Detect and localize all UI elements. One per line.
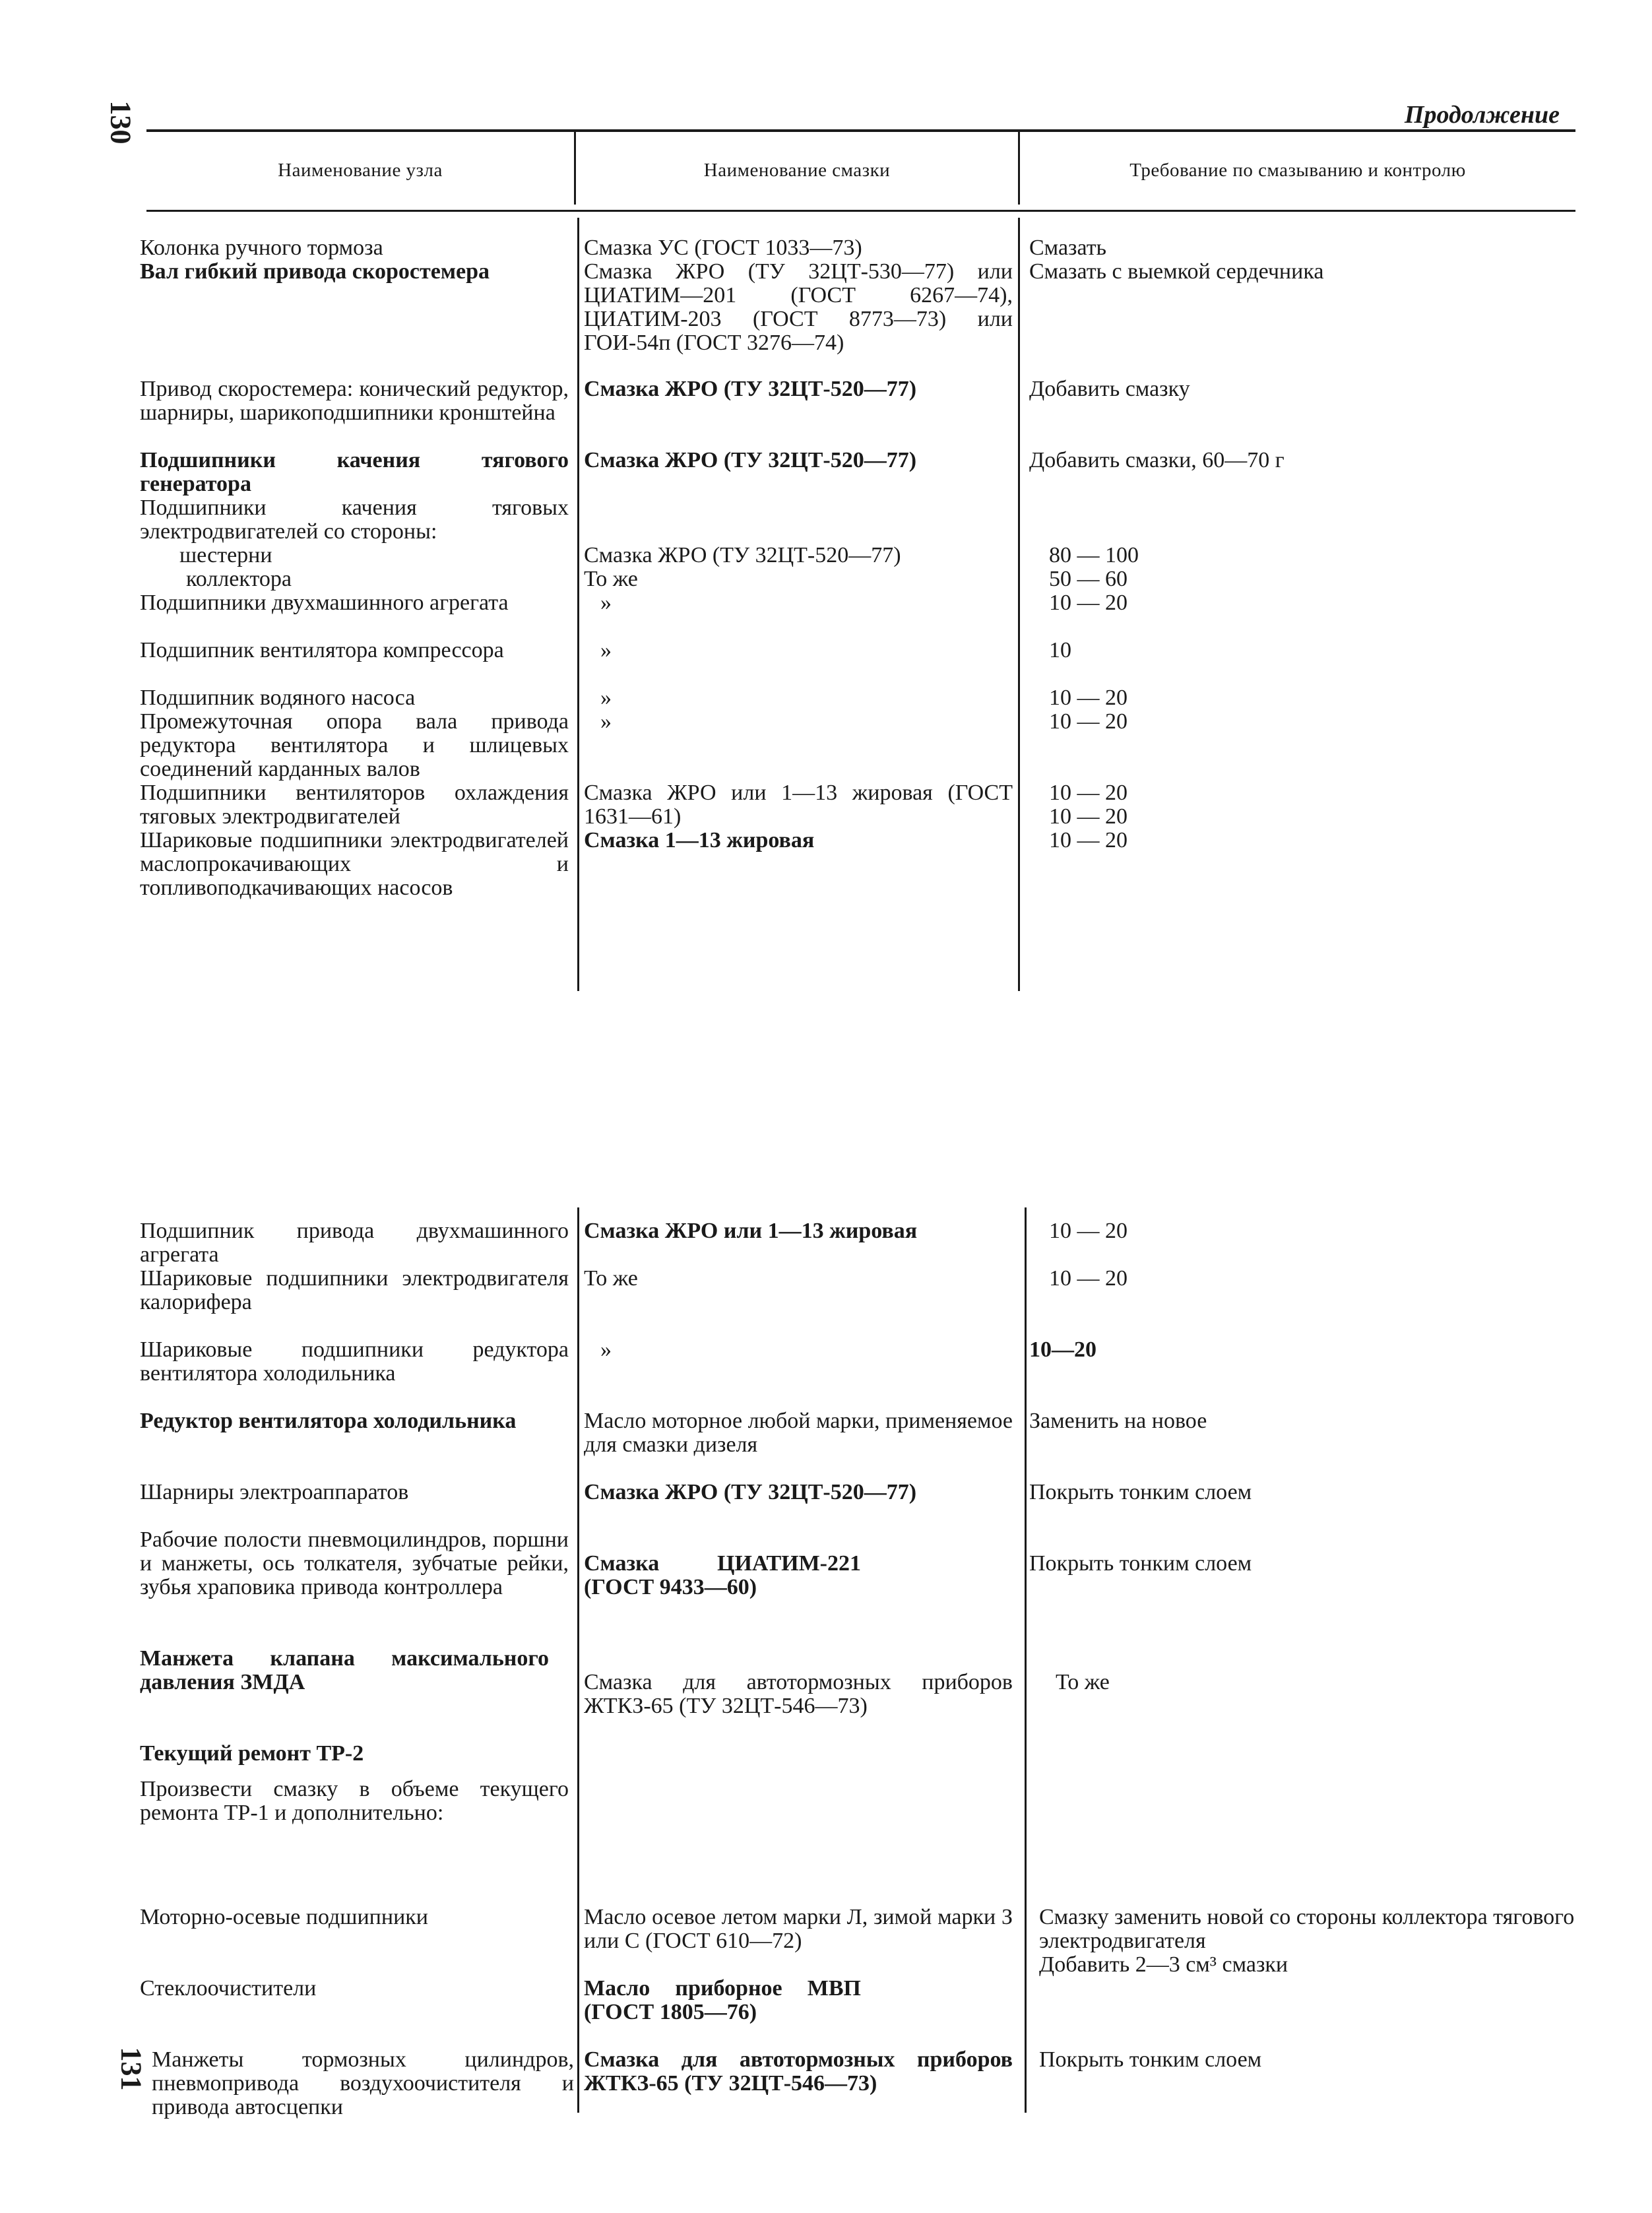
lubricant-name: То же	[584, 567, 638, 591]
unit-name: шестерни	[179, 543, 272, 567]
requirement: Добавить смазку	[1029, 377, 1190, 401]
unit-name: Подшипник привода двухмашинного агрегата	[140, 1219, 569, 1267]
requirement: То же	[1056, 1670, 1110, 1694]
lubricant-name: Смазка ЖРО или 1—13 жировая	[584, 1219, 918, 1243]
lubricant-name: Смазка для автотормозных приборов ЖТКЗ-65 (ТУ 32ЦТ-546—73)	[584, 2047, 1013, 2096]
lubricant-name: Смазка ЖРО (ТУ 32ЦТ-520—77)	[584, 1480, 917, 1504]
requirement: 10 — 20	[1049, 804, 1128, 829]
lubricant-name: Смазка ЖРО (ТУ 32ЦТ-520—77)	[584, 543, 901, 567]
unit-name: Редуктор вентилятора холодильника	[140, 1409, 517, 1433]
unit-name: Подшипники вентиляторов охлаждения тяговых электродвигателей	[140, 781, 569, 829]
unit-name: Подшипники качения тягового генератора	[140, 448, 569, 496]
header-bottom-rule	[146, 210, 1575, 212]
unit-name: Подшипники качения тяговых электродвигателей со стороны:	[140, 496, 569, 544]
lubricant-name: Смазка 1—13 жировая	[584, 828, 815, 852]
requirement: 10 — 20	[1049, 781, 1128, 805]
header-col1: Наименование узла	[278, 160, 443, 181]
lubricant-name: Смазка ЖРО или 1—13 жировая (ГОСТ 1631—61)	[584, 781, 1013, 829]
unit-name: Моторно-осевые подшипники	[140, 1905, 428, 1929]
requirement: Покрыть тонким слоем	[1029, 1551, 1252, 1576]
requirement: 10	[1049, 638, 1071, 662]
lubricant-name: Смазка ЖРО (ТУ 32ЦТ-520—77)	[584, 377, 917, 401]
requirement: 50 — 60	[1049, 567, 1128, 591]
unit-name: Произвести смазку в объеме текущего ремонта ТР-1 и дополнительно:	[140, 1777, 569, 1825]
top-rule	[146, 129, 1575, 132]
requirement: 10—20	[1029, 1337, 1096, 1362]
requirement: 10 — 20	[1049, 591, 1128, 615]
unit-name: Рабочие полости пневмоцилиндров, поршни и манжеты, ось толкателя, зубчатые рейки, зубья храповика привода контроллера	[140, 1527, 569, 1599]
header-col2: Наименование смазки	[703, 160, 891, 181]
requirement: 10 — 20	[1049, 686, 1128, 710]
lubricant-name: Масло приборное МВП (ГОСТ 1805—76)	[584, 1976, 861, 2024]
lubricant-name: То же	[584, 1266, 638, 1291]
unit-name: Подшипник вентилятора компрессора	[140, 638, 504, 662]
table2-divider-1	[577, 1207, 579, 2113]
lubricant-name: »	[600, 638, 612, 662]
requirement: Добавить смазки, 60—70 г	[1029, 448, 1285, 472]
requirement: Добавить 2—3 см³ смазки	[1039, 1952, 1288, 1977]
unit-name: Подшипник водяного насоса	[140, 686, 416, 710]
lubricant-name: Смазка УС (ГОСТ 1033—73)	[584, 236, 862, 260]
requirement: Заменить на новое	[1029, 1409, 1207, 1433]
lubricant-name: »	[600, 591, 612, 615]
table1-divider-1	[577, 218, 579, 991]
continuation-label: Продолжение	[1404, 101, 1560, 129]
lubricant-name: Масло осевое летом марки Л, зимой марки З или С (ГОСТ 610—72)	[584, 1905, 1013, 1953]
page-number-bottom: 131	[115, 2047, 148, 2091]
unit-name: Стеклоочистители	[140, 1976, 317, 2001]
unit-name: Шариковые подшипники электродвигателей маслопрокачивающих и топливоподкачивающих насосов	[140, 828, 569, 900]
unit-name: Вал гибкий привода скоростемера	[140, 259, 490, 284]
lubricant-name: Масло моторное любой марки, применяемое для смазки дизеля	[584, 1409, 1013, 1457]
unit-name: Промежуточная опора вала привода редуктора вентилятора и шлицевых соединений карданных валов	[140, 709, 569, 781]
header-col3: Требование по смазыванию и контролю	[1129, 160, 1466, 181]
requirement: 80 — 100	[1049, 543, 1139, 567]
lubricant-name: Смазка ЖРО (ТУ 32ЦТ-520—77)	[584, 448, 917, 472]
requirement: 10 — 20	[1049, 1219, 1128, 1243]
lubricant-name: Смазка ЖРО (ТУ 32ЦТ-530—77) или ЦИАТИМ—201 (ГОСТ 6267—74), ЦИАТИМ-203 (ГОСТ 8773—73) или ГОИ-54п (ГОСТ 3276—74)	[584, 259, 1013, 355]
requirement: 10 — 20	[1049, 1266, 1128, 1291]
page-number-top: 130	[104, 100, 137, 144]
requirement: 10 — 20	[1049, 709, 1128, 734]
unit-name: Привод скоростемера: конический редуктор, шарниры, шарикоподшипники кронштейна	[140, 377, 569, 425]
lubricant-name: Смазка ЦИАТИМ-221 (ГОСТ 9433—60)	[584, 1551, 861, 1599]
unit-name: Шариковые подшипники редуктора вентилятора холодильника	[140, 1337, 569, 1386]
unit-name: Манжеты тормозных цилиндров, пневмопривода воздухоочистителя и привода автосцепки	[152, 2047, 574, 2119]
requirement: Смазку заменить новой со стороны коллектора тягового электродвигателя	[1039, 1905, 1575, 1953]
unit-name: Подшипники двухмашинного агрегата	[140, 591, 509, 615]
unit-name: Текущий ремонт ТР-2	[140, 1741, 364, 1766]
lubricant-name: »	[600, 709, 612, 734]
unit-name: Манжета клапана максимального давления ЗМДА	[140, 1646, 549, 1694]
unit-name: Колонка ручного тормоза	[140, 236, 383, 260]
unit-name: коллектора	[186, 567, 292, 591]
requirement: Покрыть тонким слоем	[1029, 1480, 1252, 1504]
requirement: Покрыть тонким слоем	[1039, 2047, 1262, 2072]
requirement: Смазать	[1029, 236, 1107, 260]
unit-name: Шариковые подшипники электродвигателя калорифера	[140, 1266, 569, 1314]
lubricant-name: »	[600, 686, 612, 710]
requirement: Смазать с выемкой сердечника	[1029, 259, 1324, 284]
lubricant-name: »	[600, 1337, 612, 1362]
requirement: 10 — 20	[1049, 828, 1128, 852]
unit-name: Шарниры электроаппаратов	[140, 1480, 409, 1504]
lubricant-name: Смазка для автотормозных приборов ЖТКЗ-65 (ТУ 32ЦТ-546—73)	[584, 1670, 1013, 1718]
